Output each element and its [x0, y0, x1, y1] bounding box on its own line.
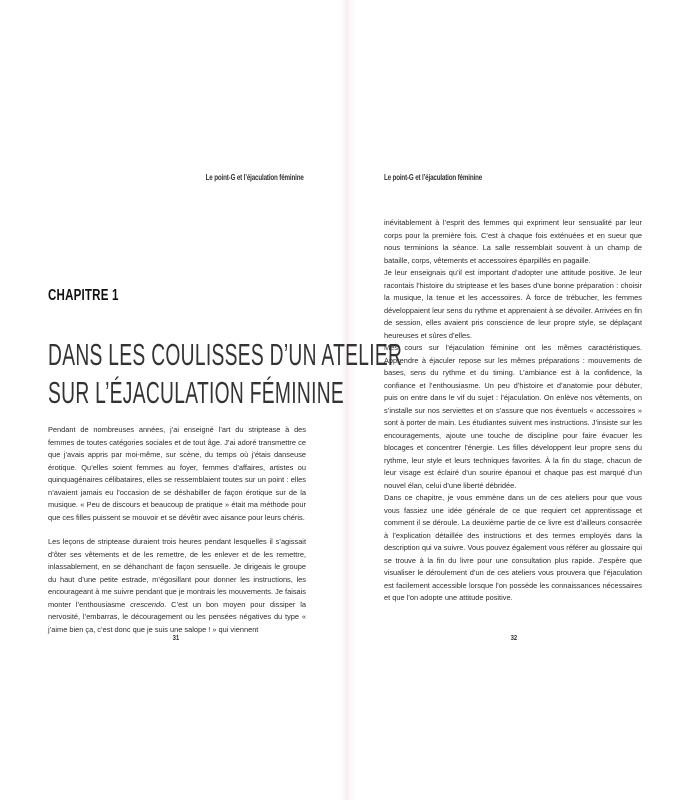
right-paragraph-2: Je leur enseignais qu’il est important d’adopter une attitude positive. Je leur racontais l’histoire du striptease et les bases d’une bonne préparation : choisir la musique, la tenue et les accessoires. À force de trébucher, les femmes développaient leur sens du rythme et apprenaient à se dévoiler. Arrivées en fin de session, elles avaient pris conscience de leur propre style, se déplaçant heureuses et sûres d’elles. [384, 268, 642, 340]
chapter-label: CHAPITRE 1 [48, 287, 119, 304]
running-head-left: Le point-G et l’éjaculation féminine [205, 173, 304, 182]
left-paragraph-2-italic: crescendo [130, 599, 165, 609]
right-body-text [384, 217, 642, 605]
right-paragraph-3: Mes cours sur l’éjaculation féminine ont les mêmes caractéristiques. Apprendre à éjaculer repose sur les mêmes préparations : mouvements de bases, sens du rythme et du timing. L’ambiance est à la confidence, la confiance et l’enthousiasme. Un peu d’histoire et d’anatomie pour débuter, puis on entre dans le vif du sujet : l’éjaculation. On enlève nos vêtements, on s’installe sur nos serviettes et on s’assure que nos éventuels « accessoires » sont à porter de main. Les étudiantes suivent mes instructions. J’insiste sur les encouragements, ajoute une touche de discipline pour faire évacuer les blocages et concentrer l’énergie. Les filles développent leur propre sens du rythme, leur style et leurs techniques favorites. À la fin du stage, chacun de leur visage est éclairé d’un sourire épanoui et chaque pas est marqué d’un nouvel élan, celui d’une liberté débridée. [384, 343, 642, 490]
right-page [350, 0, 700, 800]
chapter-title-line-2: SUR L’ÉJACULATION FÉMININE [48, 375, 345, 410]
page-number-right: 32 [510, 635, 518, 642]
chapter-title-line-1: DANS LES COULISSES D’UN ATELIER [48, 337, 403, 372]
right-paragraph-1: inévitablement à l’esprit des femmes qui expriment leur sensualité par leur corps pour la première fois. C’est à chaque fois exténuées et en sueur que nous terminions la séance. La salle ressemblait souvent à un champ de bataille, corps, vêtements et accessoires éparpillés en pagaille. [384, 218, 642, 265]
left-paragraph-2 [48, 536, 306, 636]
running-head-right: Le point-G et l’éjaculation féminine [384, 173, 483, 182]
left-paragraph-2-part-b: . C’est un bon moyen pour dissiper la nervosité, l’embarras, le découragement ou les pensées négatives du type « j’aime bien ça, c’est donc que je suis une salope ! » qui viennent [48, 599, 306, 634]
left-paragraph-2-part-a: Les leçons de striptease duraient trois heures pendant lesquelles il s’agissait d’ôter ses vêtements et de les remettre, de les enlever et de les remettre, inlassablement, en se déhanchant de façon sensuelle. Je dirigeais le groupe du haut d’une petite estrade, m’égosillant pour donner les instructions, les encourageant à me suivre pendant que je montrais les mouvements. Je faisais monter l’enthousiasme [48, 537, 306, 609]
left-body-text [48, 424, 306, 636]
right-paragraph-4: Dans ce chapitre, je vous emmène dans un de ces ateliers pour que vous vous fassiez une idée générale de ce que requiert cet apprentissage et comment il se déroule. La deuxième partie de ce livre est d’ailleurs consacrée à l’explication détaillée des instructions et des termes employés dans la description qui va suivre. Vous pouvez également vous référer au glossaire qui se trouve à la fin du livre pour une consultation plus rapide. J’espère que visualiser le déroulement d’un de ces ateliers vous prouvera que l’éjaculation est facilement accessible lorsque l’on possède les connaissances nécessaires et que l’on adopte une attitude positive. [384, 493, 642, 602]
left-paragraph-1: Pendant de nombreuses années, j’ai enseigné l’art du striptease à des femmes de toutes catégories sociales et de tout âge. J’ai adoré transmettre ce que j’avais appris par moi-même, sur scène, du temps où j’étais danseuse érotique. Qu’elles soient femmes au foyer, femmes d’affaires, artistes ou quinquagénaires célibataires, elles se ressemblaient toutes sur un point : elles n’avaient jamais eu l’occasion de se déshabiller de façon érotique sur de la musique. « Peu de discours et beaucoup de pratique » était ma méthode pour que ces filles puissent se mouvoir et se dévêtir avec aisance pour leurs chéris. [48, 425, 306, 522]
page-number-left: 31 [172, 635, 180, 642]
